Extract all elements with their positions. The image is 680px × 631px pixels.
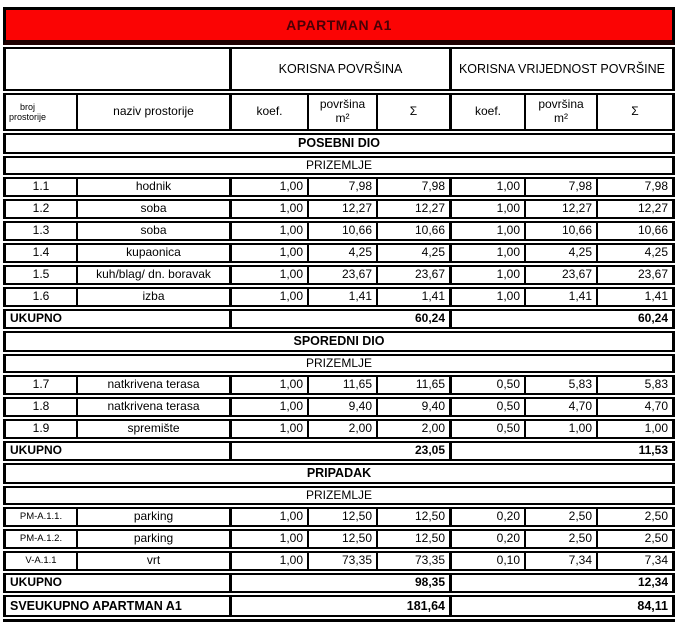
- table-row: [3, 529, 675, 549]
- table-row: [3, 507, 675, 527]
- column-header-area-1: površina m²: [309, 95, 378, 129]
- room-name-cell: parking: [78, 531, 232, 547]
- table-row: [3, 397, 675, 417]
- floor-header-row: [3, 486, 675, 505]
- room-number-cell: PM-A.1.2.: [6, 531, 78, 547]
- table-row: [3, 287, 675, 307]
- coef-1-cell: 1,00: [232, 531, 309, 547]
- table-row: [3, 243, 675, 263]
- coef-1-cell: 1,00: [232, 245, 309, 261]
- column-header-sigma-1: Σ: [378, 95, 452, 129]
- sigma-1-cell: 11,65: [378, 377, 452, 393]
- area-2-cell: 1,41: [526, 289, 598, 305]
- sigma-1-cell: 12,27: [378, 201, 452, 217]
- coef-2-cell: 1,00: [452, 245, 526, 261]
- sigma-1-cell: 73,35: [378, 553, 452, 569]
- sigma-1-cell: 23,67: [378, 267, 452, 283]
- floor-header-row: [3, 354, 675, 373]
- grand-total-row: [3, 595, 675, 617]
- section-total-value: 11,53: [638, 443, 668, 458]
- room-name-cell: hodnik: [78, 179, 232, 195]
- column-header-row: [3, 93, 675, 131]
- area-2-cell: 12,27: [526, 201, 598, 217]
- room-number-cell: 1.5: [6, 267, 78, 283]
- area-1-cell: 73,35: [309, 553, 378, 569]
- coef-2-cell: 0,50: [452, 399, 526, 415]
- coef-1-cell: 1,00: [232, 553, 309, 569]
- coef-2-cell: 0,50: [452, 421, 526, 437]
- area-1-cell: 2,00: [309, 421, 378, 437]
- column-header-coef-2: koef.: [452, 95, 526, 129]
- sigma-2-cell: 23,67: [637, 267, 668, 282]
- coef-2-cell: 1,00: [452, 201, 526, 217]
- apartment-area-table: [3, 7, 675, 622]
- section-rows: [3, 507, 675, 571]
- grand-total-label: SVEUKUPNO APARTMAN A1: [6, 597, 232, 615]
- area-2-cell: 7,98: [526, 179, 598, 195]
- sigma-2-cell: 7,98: [644, 179, 668, 194]
- coef-2-cell: 1,00: [452, 179, 526, 195]
- area-1-cell: 11,65: [309, 377, 378, 393]
- coef-2-cell: 0,10: [452, 553, 526, 569]
- area-2-cell: 23,67: [526, 267, 598, 283]
- group-header-useful-value: KORISNA VRIJEDNOST POVRŠINE: [458, 61, 666, 76]
- coef-2-cell: 1,00: [452, 223, 526, 239]
- floor-header-row: [3, 156, 675, 175]
- coef-1-cell: 1,00: [232, 223, 309, 239]
- room-name-cell: soba: [78, 201, 232, 217]
- section-title: SPOREDNI DIO: [293, 334, 385, 349]
- room-name-cell: vrt: [78, 553, 232, 569]
- sigma-1-cell: 9,40: [378, 399, 452, 415]
- area-2-cell: 7,34: [526, 553, 598, 569]
- sigma-1-cell: 12,50: [378, 531, 452, 547]
- column-header-sigma-2: Σ: [631, 104, 639, 119]
- sigma-1-cell: 10,66: [378, 223, 452, 239]
- coef-1-cell: 1,00: [232, 289, 309, 305]
- section-total-value: 60,24: [637, 311, 668, 326]
- table-row: [3, 177, 675, 197]
- area-2-cell: 5,83: [526, 377, 598, 393]
- section-total-label: UKUPNO: [6, 311, 232, 327]
- sigma-2-cell: 4,70: [644, 399, 668, 414]
- section-total-area: 98,35: [232, 575, 452, 591]
- section-floor: PRIZEMLJE: [305, 356, 372, 370]
- sigma-2-cell: 1,00: [644, 421, 668, 436]
- area-2-cell: 10,66: [526, 223, 598, 239]
- sigma-2-cell: 2,50: [644, 509, 668, 524]
- room-number-cell: 1.3: [6, 223, 78, 239]
- room-number-cell: 1.2: [6, 201, 78, 217]
- room-name-cell: parking: [78, 509, 232, 525]
- room-number-cell: 1.1: [6, 179, 78, 195]
- area-1-cell: 1,41: [309, 289, 378, 305]
- room-name-cell: natkrivena terasa: [78, 377, 232, 393]
- grand-total-value: 84,11: [637, 598, 668, 613]
- group-header-useful-area: KORISNA POVRŠINA: [232, 49, 452, 89]
- group-header-empty: [6, 49, 232, 89]
- table-row: [3, 221, 675, 241]
- coef-2-cell: 1,00: [452, 267, 526, 283]
- section-title: PRIPADAK: [306, 466, 372, 481]
- sigma-1-cell: 4,25: [378, 245, 452, 261]
- sigma-2-cell: 2,50: [644, 531, 668, 546]
- area-1-cell: 12,50: [309, 531, 378, 547]
- room-number-cell: 1.9: [6, 421, 78, 437]
- room-name-cell: natkrivena terasa: [78, 399, 232, 415]
- area-2-cell: 4,70: [526, 399, 598, 415]
- coef-1-cell: 1,00: [232, 267, 309, 283]
- area-2-cell: 2,50: [526, 531, 598, 547]
- grand-total-area: 181,64: [232, 597, 452, 615]
- table-bottom-border: [3, 619, 675, 622]
- room-name-cell: soba: [78, 223, 232, 239]
- area-1-cell: 9,40: [309, 399, 378, 415]
- area-2-cell: 2,50: [526, 509, 598, 525]
- area-2-cell: 1,00: [526, 421, 598, 437]
- section-total-area: 60,24: [232, 311, 452, 327]
- section-total-row: [3, 573, 675, 593]
- table-row: [3, 419, 675, 439]
- column-header-coef-1: koef.: [232, 95, 309, 129]
- section-total-value: 12,34: [637, 575, 668, 590]
- coef-2-cell: 0,20: [452, 531, 526, 547]
- room-number-cell: 1.6: [6, 289, 78, 305]
- section-total-label: UKUPNO: [6, 575, 232, 591]
- sigma-2-cell: 7,34: [644, 553, 668, 568]
- section-title: POSEBNI DIO: [298, 136, 380, 151]
- coef-1-cell: 1,00: [232, 179, 309, 195]
- room-number-cell: 1.4: [6, 245, 78, 261]
- table-title: APARTMAN A1: [286, 17, 392, 33]
- room-number-cell: PM-A.1.1.: [6, 509, 78, 525]
- room-number-cell: 1.8: [6, 399, 78, 415]
- section-floor: PRIZEMLJE: [305, 158, 372, 172]
- coef-2-cell: 1,00: [452, 289, 526, 305]
- column-header-area-2: površina m²: [526, 95, 598, 129]
- table-title-bar: [3, 7, 675, 45]
- room-name-cell: kuh/blag/ dn. boravak: [78, 267, 232, 283]
- room-name-cell: izba: [78, 289, 232, 305]
- sigma-1-cell: 2,00: [378, 421, 452, 437]
- coef-1-cell: 1,00: [232, 421, 309, 437]
- area-1-cell: 12,50: [309, 509, 378, 525]
- sigma-2-cell: 4,25: [644, 245, 668, 260]
- sigma-1-cell: 1,41: [378, 289, 452, 305]
- section-header-row: [3, 133, 675, 154]
- area-1-cell: 23,67: [309, 267, 378, 283]
- table-row: [3, 551, 675, 571]
- section-rows: [3, 177, 675, 307]
- section-total-row: [3, 441, 675, 461]
- sigma-1-cell: 7,98: [378, 179, 452, 195]
- section-total-row: [3, 309, 675, 329]
- section-total-area: 23,05: [232, 443, 452, 459]
- area-1-cell: 4,25: [309, 245, 378, 261]
- section-floor: PRIZEMLJE: [305, 488, 372, 502]
- section-total-label: UKUPNO: [6, 443, 232, 459]
- section-header-row: [3, 331, 675, 352]
- table-sections: [3, 133, 675, 593]
- room-name-cell: kupaonica: [78, 245, 232, 261]
- table-row: [3, 199, 675, 219]
- room-number-cell: 1.7: [6, 377, 78, 393]
- section-rows: [3, 375, 675, 439]
- column-header-room-name: naziv prostorije: [78, 95, 232, 129]
- room-name-cell: spremište: [78, 421, 232, 437]
- area-1-cell: 12,27: [309, 201, 378, 217]
- sigma-2-cell: 5,83: [644, 377, 668, 392]
- coef-2-cell: 0,50: [452, 377, 526, 393]
- area-1-cell: 10,66: [309, 223, 378, 239]
- coef-1-cell: 1,00: [232, 377, 309, 393]
- table-row: [3, 265, 675, 285]
- coef-1-cell: 1,00: [232, 399, 309, 415]
- sigma-2-cell: 10,66: [637, 223, 668, 238]
- coef-1-cell: 1,00: [232, 509, 309, 525]
- coef-2-cell: 0,20: [452, 509, 526, 525]
- section-header-row: [3, 463, 675, 484]
- sigma-2-cell: 12,27: [637, 201, 668, 216]
- group-header-row: [3, 47, 675, 91]
- sigma-1-cell: 12,50: [378, 509, 452, 525]
- column-header-room-number: broj prostorije: [6, 95, 78, 129]
- coef-1-cell: 1,00: [232, 201, 309, 217]
- sigma-2-cell: 1,41: [644, 289, 668, 304]
- area-1-cell: 7,98: [309, 179, 378, 195]
- area-2-cell: 4,25: [526, 245, 598, 261]
- room-number-cell: V-A.1.1: [6, 553, 78, 569]
- table-row: [3, 375, 675, 395]
